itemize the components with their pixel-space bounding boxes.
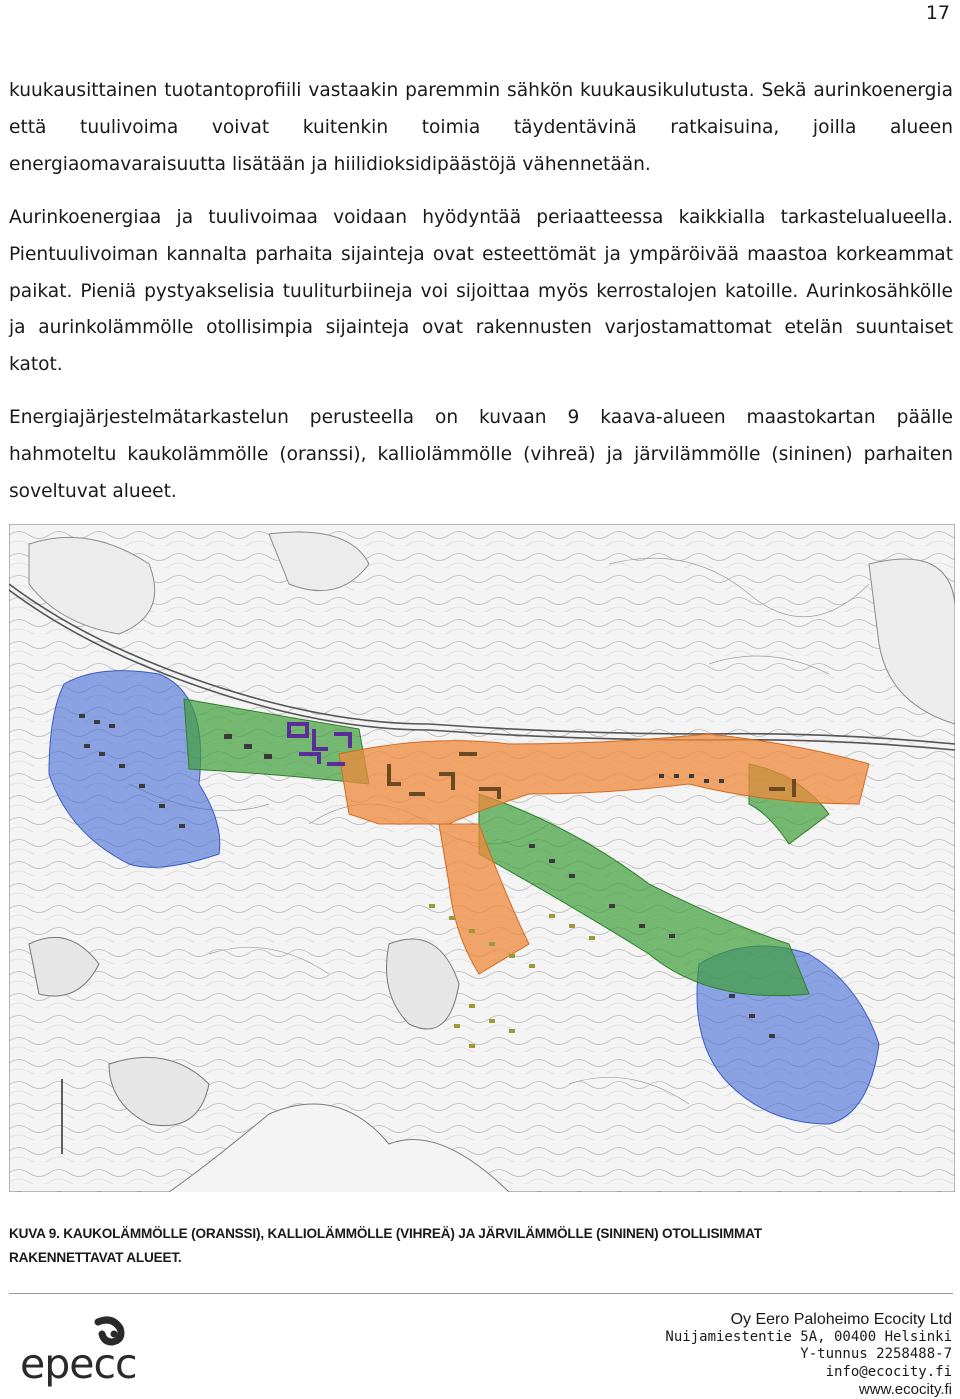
company-website[interactable]: www.ecocity.fi bbox=[858, 1381, 952, 1398]
paragraph-energy-profile: kuukausittainen tuotantoprofiili vastaakin paremmin sähkön kuukausikulutusta. Sekä aurinkoenergia että tuulivoima voivat kuitenkin toimia täydentävinä ratkaisuina, joilla alueen energiaomavaraisuutta lisätään ja hiilidioksidipäästöjä vähennetään. bbox=[9, 80, 953, 175]
company-name: Oy Eero Paloheimo Ecocity Ltd bbox=[730, 1311, 952, 1328]
company-email[interactable]: info@ecocity.fi bbox=[825, 1363, 952, 1380]
figure-caption bbox=[9, 1222, 909, 1270]
caption-line-1: KUVA 9. KAUKOLÄMMÖLLE (ORANSSI), KALLIOLÄMMÖLLE (VIHREÄ) JA JÄRVILÄMMÖLLE (SININEN) OTOLLISIMMAT bbox=[9, 1226, 762, 1241]
paragraph-solar-wind: Aurinkoenergiaa ja tuulivoimaa voidaan hyödyntää periaatteessa kaikkialla tarkastelualueella. Pientuulivoiman kannalta parhaita sijainteja ovat esteettömät ja ympäröivää maastoa korkeammat paikat. Pieniä pystyakselisia tuuliturbiineja voi sijoittaa myös kerrostalojen katoille. Aurinkosähkölle ja aurinkolämmölle otollisimpia sijainteja ovat rakennusten varjostamattomat etelän suuntaiset katot. bbox=[9, 207, 953, 376]
company-contact-block bbox=[665, 1311, 952, 1399]
caption-line-2: RAKENNETTAVAT ALUEET. bbox=[9, 1250, 182, 1265]
page-number: 17 bbox=[925, 2, 950, 24]
footer-divider bbox=[9, 1293, 953, 1294]
company-business-id: Y-tunnus 2258488-7 bbox=[800, 1346, 952, 1362]
ecocity-logo-text: epecc bbox=[20, 1340, 137, 1388]
paragraph-map-intro: Energiajärjestelmätarkastelun perusteella on kuvaan 9 kaava-alueen maastokartan päälle hahmoteltu kaukolämmölle (oranssi), kalliolämmölle (vihreä) ja järvilämmölle (sininen) parhaiten soveltuvat alueet. bbox=[9, 407, 953, 502]
company-address: Nuijamiestentie 5A, 00400 Helsinki bbox=[665, 1328, 952, 1345]
energy-zone-map bbox=[9, 524, 955, 1192]
